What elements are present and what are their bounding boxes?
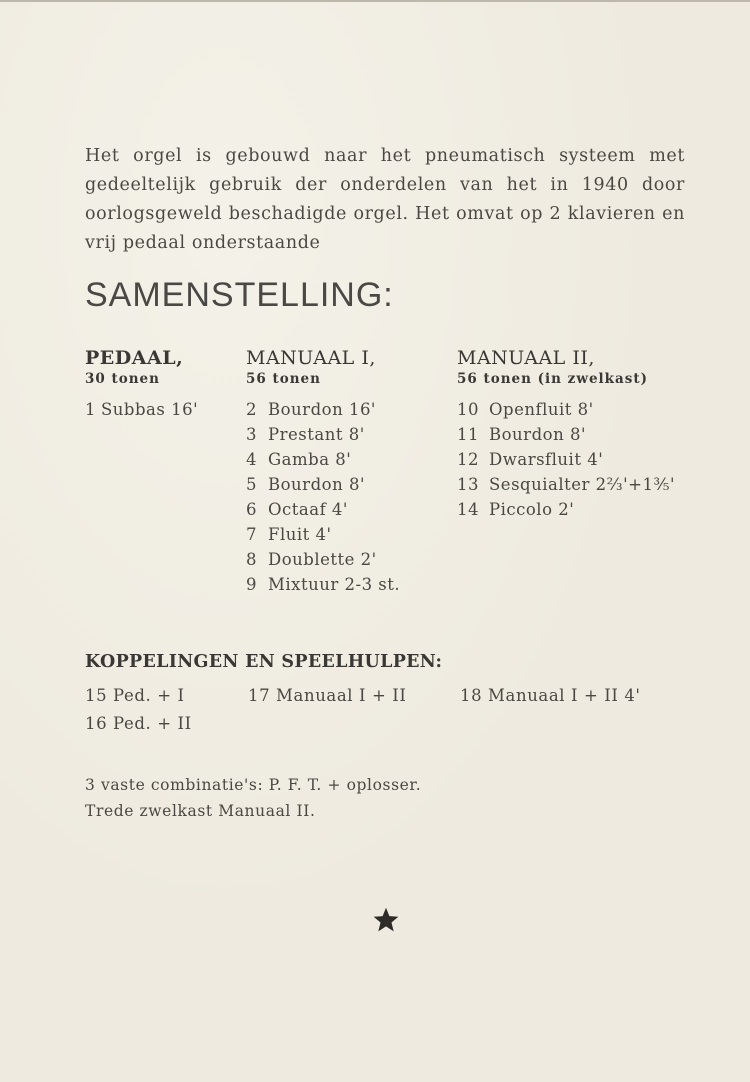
manuaal1-column — [246, 346, 400, 597]
combinations-line: 3 vaste combinatie's: P. F. T. + oplosser. — [85, 776, 422, 794]
star-icon — [372, 906, 400, 934]
stop-number: 14 — [457, 500, 479, 519]
stop-item — [246, 397, 400, 422]
stop-item — [246, 572, 400, 597]
stop-number: 5 — [246, 475, 257, 494]
stop-item — [246, 422, 400, 447]
stop-number: 3 — [246, 425, 257, 444]
stop-number: 1 — [85, 400, 96, 419]
stop-name: Dwarsfluit 4' — [489, 450, 604, 469]
stop-number: 2 — [246, 400, 257, 419]
stop-name: Sesquialter 2⅔'+1⅗' — [489, 475, 676, 494]
stop-name: Subbas 16' — [101, 400, 199, 419]
manuaal1-title: MANUAAL I, — [246, 347, 376, 369]
stop-item — [246, 447, 400, 472]
coupling-item: 16 Ped. + II — [85, 714, 192, 733]
stop-item — [85, 397, 198, 422]
coupling-item: 18 Manuaal I + II 4' — [460, 686, 641, 705]
intro-paragraph: Het orgel is gebouwd naar het pneumatisch systeem met gedeeltelijk gebruik der onderdelen van het in 1940 door oorlogsgeweld beschadigde orgel. Het omvat op 2 klavieren en vrij pedaal onderstaande — [85, 146, 685, 253]
manuaal2-column — [457, 346, 675, 522]
stop-item — [457, 422, 675, 447]
stop-name: Octaaf 4' — [268, 500, 348, 519]
stop-item — [457, 397, 675, 422]
coupling-item: 17 Manuaal I + II — [248, 686, 407, 705]
stop-item — [246, 522, 400, 547]
stop-name: Doublette 2' — [268, 550, 377, 569]
pedaal-column — [85, 346, 198, 422]
pedaal-subtitle: 30 tonen — [85, 371, 160, 387]
pedaal-title: PEDAAL, — [85, 347, 184, 369]
stop-number: 12 — [457, 450, 479, 469]
coupling-item: 15 Ped. + I — [85, 686, 185, 705]
stop-item — [457, 472, 675, 497]
stop-number: 8 — [246, 550, 257, 569]
couplings-title: KOPPELINGEN EN SPEELHULPEN: — [85, 652, 443, 672]
stop-name: Mixtuur 2-3 st. — [268, 575, 401, 594]
stop-number: 6 — [246, 500, 257, 519]
stop-number: 7 — [246, 525, 257, 544]
manuaal1-subtitle: 56 tonen — [246, 371, 321, 387]
stop-name: Gamba 8' — [268, 450, 352, 469]
stop-item — [457, 447, 675, 472]
stop-number: 13 — [457, 475, 479, 494]
stop-name: Piccolo 2' — [489, 500, 575, 519]
stop-name: Fluit 4' — [268, 525, 332, 544]
stop-item — [246, 472, 400, 497]
stop-name: Prestant 8' — [268, 425, 365, 444]
stop-item — [457, 497, 675, 522]
stop-item — [246, 497, 400, 522]
stop-name: Bourdon 8' — [268, 475, 365, 494]
top-edge — [0, 0, 750, 2]
stop-name: Openfluit 8' — [489, 400, 594, 419]
manuaal2-subtitle: 56 tonen (in zwelkast) — [457, 371, 649, 387]
stop-number: 4 — [246, 450, 257, 469]
stop-number: 10 — [457, 400, 479, 419]
stop-item — [246, 547, 400, 572]
stop-number: 11 — [457, 425, 479, 444]
stop-number: 9 — [246, 575, 257, 594]
manuaal2-title: MANUAAL II, — [457, 347, 595, 369]
stop-name: Bourdon 16' — [268, 400, 376, 419]
stop-name: Bourdon 8' — [489, 425, 586, 444]
swell-pedal-line: Trede zwelkast Manuaal II. — [85, 802, 316, 820]
section-heading: SAMENSTELLING: — [85, 276, 394, 314]
